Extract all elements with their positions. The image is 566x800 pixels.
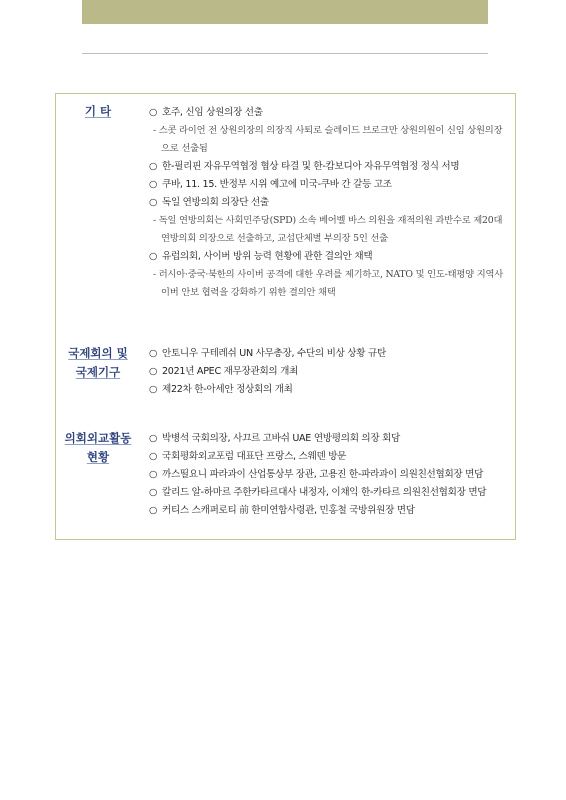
item-text: 독일 연방의회 의장단 선출	[162, 197, 269, 208]
list-item	[149, 448, 509, 466]
list-item	[149, 381, 509, 399]
item-text: 안토니우 구테레쉬 UN 사무총장, 수단의 비상 상황 규탄	[162, 348, 386, 359]
sub-item: - 독일 연방의회는 사회민주당(SPD) 소속 베어벨 바스 의원을 재적의원 과반수로 제20대 연방의회 의장으로 선출하고, 교섭단체별 부의장 5인 선출	[153, 215, 503, 244]
section-label	[55, 344, 141, 382]
list-item	[149, 466, 509, 484]
circle-bullet-icon: ○	[149, 179, 158, 190]
list-item	[149, 158, 509, 176]
list-item	[149, 176, 509, 194]
item-list	[149, 104, 509, 302]
circle-bullet-icon: ○	[149, 251, 158, 262]
section-label	[55, 102, 141, 121]
item-text: 유럽의회, 사이버 방위 능력 현황에 관한 결의안 채택	[162, 251, 373, 262]
item-text: 커티스 스캐퍼로티 前 한미연합사령관, 민홍철 국방위원장 면담	[162, 505, 415, 516]
item-list	[149, 430, 509, 520]
list-item	[149, 363, 509, 381]
section-label-line: 현황	[86, 450, 110, 464]
circle-bullet-icon: ○	[149, 366, 158, 377]
circle-bullet-icon: ○	[149, 348, 158, 359]
circle-bullet-icon: ○	[149, 433, 158, 444]
item-text: 까스띨요니 파라과이 산업통상부 장관, 고용진 한-파라과이 의원친선협회장 면담	[162, 469, 484, 480]
circle-bullet-icon: ○	[149, 197, 158, 208]
section-label	[55, 429, 141, 467]
item-text: 호주, 신임 상원의장 선출	[162, 107, 263, 118]
section-label-line: 의회외교활동	[64, 431, 132, 445]
circle-bullet-icon: ○	[149, 107, 158, 118]
list-item	[149, 248, 509, 266]
circle-bullet-icon: ○	[149, 451, 158, 462]
sub-item: - 러시아·중국·북한의 사이버 공격에 대한 우려를 제기하고, NATO 및 인도-태평양 지역사이버 안보 협력을 강화하기 위한 결의안 채택	[153, 269, 504, 298]
circle-bullet-icon: ○	[149, 469, 158, 480]
section-label-line: 국제회의 및	[68, 346, 128, 360]
item-text: 한-필리핀 자유무역협정 협상 타결 및 한-캄보디아 자유무역협정 정식 서명	[162, 161, 460, 172]
section-label-line: 기 타	[84, 104, 112, 118]
list-item	[149, 345, 509, 363]
list-item	[149, 502, 509, 520]
header-band	[82, 0, 488, 24]
item-text: 제22차 한-아세안 정상회의 개최	[162, 384, 293, 395]
item-text: 박병석 국회의장, 사끄르 고바쉬 UAE 연방평의회 의장 회담	[162, 433, 401, 444]
circle-bullet-icon: ○	[149, 161, 158, 172]
sub-item: - 스콧 라이언 전 상원의장의 의장직 사퇴로 슬레이드 브로크만 상원의원이 신임 상원의장으로 선출됨	[153, 125, 503, 154]
item-text: 2021년 APEC 재무장관회의 개최	[162, 366, 299, 377]
header-divider	[82, 53, 488, 54]
item-list	[149, 345, 509, 399]
circle-bullet-icon: ○	[149, 487, 158, 498]
item-text: 쿠바, 11. 15. 반정부 시위 예고에 미국-쿠바 간 갈등 고조	[162, 179, 392, 190]
circle-bullet-icon: ○	[149, 505, 158, 516]
circle-bullet-icon: ○	[149, 384, 158, 395]
section-label-line: 국제기구	[75, 365, 121, 379]
list-item	[149, 194, 509, 212]
item-text: 국회평화외교포럼 대표단 프랑스, 스웨덴 방문	[162, 451, 347, 462]
item-text: 칼리드 알-하마르 주한카타르대사 내정자, 이채익 한-카타르 의원친선협회장 면담	[162, 487, 487, 498]
list-item	[149, 430, 509, 448]
list-item	[149, 104, 509, 122]
list-item	[149, 484, 509, 502]
